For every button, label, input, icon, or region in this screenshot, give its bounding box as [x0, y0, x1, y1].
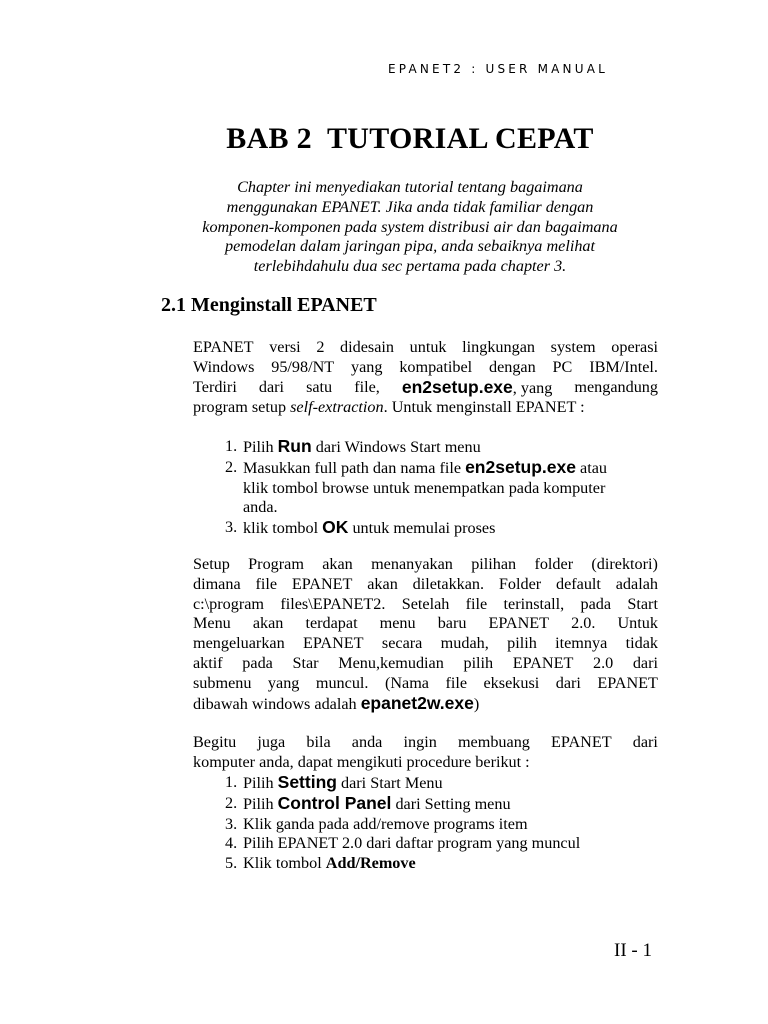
word: 2.0	[592, 653, 614, 672]
word: system	[550, 338, 596, 356]
list-item	[225, 437, 607, 458]
text-run: Masukkan full path dan nama file	[243, 458, 466, 477]
word: versi	[269, 338, 301, 356]
text-run: dari Setting menu	[391, 794, 511, 813]
intro-line: Chapter ini menyediakan tutorial tentang bagaimana	[237, 178, 583, 196]
word: submenu	[193, 673, 252, 692]
text-line	[193, 674, 658, 694]
word: dari	[258, 377, 285, 396]
word: (direktori)	[591, 555, 658, 573]
word: terdapat	[305, 614, 358, 633]
word: default	[555, 574, 601, 593]
word: EPANET	[488, 614, 550, 633]
word: untuk	[409, 338, 447, 356]
word: pada	[580, 594, 612, 613]
uninstall-steps-list	[225, 773, 580, 874]
word: file	[255, 574, 278, 593]
text-run: dibawah windows adalah	[193, 694, 361, 713]
list-number: 1.	[225, 437, 238, 455]
text-line	[193, 338, 658, 358]
list-item	[225, 834, 580, 854]
word: Folder	[498, 574, 542, 593]
text-run: Pilih EPANET 2.0 dari daftar program yang muncul	[243, 834, 581, 853]
text-run: . Untuk menginstall EPANET :	[383, 398, 585, 417]
word: Setup	[193, 555, 230, 573]
word: c:\program	[193, 594, 265, 613]
word: muncul.	[315, 673, 369, 692]
word: juga	[257, 733, 286, 751]
text-run: dari Start Menu	[336, 774, 443, 792]
text-run: program setup	[193, 398, 291, 417]
word: , yang	[512, 378, 553, 397]
text-line	[193, 634, 658, 654]
paragraph-uninstall-intro	[193, 733, 658, 773]
word: yang	[351, 357, 383, 376]
word: dari	[632, 733, 658, 751]
word: Setelah	[401, 594, 450, 613]
filename: epanet2w.exe	[360, 692, 474, 713]
word: pilih	[463, 653, 494, 672]
word: dari	[555, 673, 581, 692]
text-run: Pilih	[243, 794, 278, 813]
word: terinstall,	[503, 594, 565, 613]
list-number: 5.	[225, 854, 238, 873]
word: bila	[306, 733, 331, 751]
word: diletakkan.	[412, 574, 485, 593]
word: pilihan	[471, 555, 517, 573]
word: (Nama	[384, 673, 429, 692]
word: secara	[381, 634, 423, 653]
word: mengandung	[574, 377, 658, 396]
intro-line: komponen-komponen pada system distribusi air dan bagaimana	[202, 217, 618, 236]
text-line	[193, 378, 658, 399]
word: operasi	[611, 338, 658, 356]
italic-term: self-extraction	[290, 398, 384, 417]
word: Menu	[193, 614, 231, 633]
word: file	[465, 594, 488, 613]
word: Star	[292, 653, 319, 672]
page-number: II - 1	[614, 940, 652, 961]
list-number: 3.	[225, 814, 238, 833]
word: ingin	[403, 733, 437, 751]
text-line	[193, 398, 658, 418]
text-line	[193, 654, 658, 674]
bold-term: OK	[322, 517, 349, 538]
text-run: Klik ganda pada add/remove programs item	[243, 814, 528, 833]
word: satu	[306, 377, 333, 396]
word: itemnya	[555, 634, 608, 653]
list-number: 4.	[225, 834, 238, 853]
install-steps-list	[225, 437, 607, 539]
list-item	[225, 815, 580, 835]
text-line	[193, 595, 658, 615]
text-line	[193, 614, 658, 634]
word: file,	[354, 377, 380, 396]
list-item-continuation: klik tombol browse untuk menempatkan pada komputer	[243, 478, 606, 497]
word: yang	[267, 673, 300, 692]
word: IBM/Intel.	[589, 357, 658, 376]
filename: en2setup.exe	[465, 456, 576, 477]
chapter-title: BAB 2 TUTORIAL CEPAT	[226, 122, 594, 155]
word: file	[445, 673, 468, 692]
word: didesain	[340, 338, 394, 356]
text-line	[193, 694, 658, 715]
word: PC	[552, 357, 573, 376]
list-number: 2.	[225, 793, 238, 812]
bold-term: Add/Remove	[325, 854, 416, 873]
word: dengan	[488, 357, 536, 376]
word: akan	[322, 555, 353, 573]
list-item	[225, 854, 580, 874]
text-run: untuk memulai proses	[348, 519, 496, 538]
text-line	[193, 555, 658, 575]
word: kompatibel	[399, 357, 473, 376]
word: Terdiri	[193, 377, 237, 396]
paragraph-install-intro	[193, 338, 658, 418]
bold-term: Setting	[277, 772, 337, 792]
word: eksekusi	[483, 673, 540, 692]
word: EPANET	[303, 634, 364, 653]
text-run: )	[473, 694, 480, 713]
word: mudah,	[440, 634, 489, 653]
bold-term: Run	[277, 436, 312, 456]
word: anda	[351, 733, 383, 751]
text-run: atau	[575, 458, 607, 477]
word: menanyakan	[371, 555, 453, 573]
running-header: EPANET2 : USER MANUAL	[388, 62, 609, 76]
text-run: Pilih	[243, 774, 278, 792]
word: pada	[242, 653, 273, 672]
word: Begitu	[193, 733, 237, 751]
bold-term: Control Panel	[277, 792, 392, 813]
section-heading: 2.1 Menginstall EPANET	[161, 294, 377, 316]
word: Start	[627, 594, 658, 613]
word: 95/98/NT	[271, 357, 335, 376]
list-item	[225, 518, 607, 539]
word: akan	[367, 574, 398, 593]
word: akan	[252, 614, 284, 633]
word: pilih	[507, 634, 537, 653]
word: adalah	[615, 574, 658, 593]
text-line	[193, 358, 658, 378]
list-item-continuation: anda.	[243, 498, 278, 517]
list-item	[225, 794, 580, 815]
intro-line: terlebihdahulu dua sec pertama pada chapter 3.	[253, 257, 567, 276]
text-run: klik tombol	[243, 519, 323, 538]
word: EPANET	[597, 673, 658, 692]
word: tidak	[625, 634, 658, 653]
word: menu	[379, 614, 416, 633]
word: aktif	[193, 653, 223, 672]
list-number: 3.	[225, 518, 238, 537]
word: 2	[316, 338, 325, 356]
word: dari	[632, 653, 658, 672]
text-line	[193, 575, 658, 595]
list-number: 2.	[225, 457, 238, 476]
filename: en2setup.exe	[401, 376, 513, 397]
list-number: 1.	[225, 773, 238, 791]
text-run: Klik tombol	[243, 854, 326, 873]
list-item	[225, 458, 607, 479]
text-line: komputer anda, dapat mengikuti procedure berikut :	[193, 752, 530, 771]
word: folder	[534, 555, 574, 573]
word: EPANET	[551, 733, 612, 751]
text-run: Pilih	[243, 438, 278, 456]
text-line	[193, 733, 658, 753]
intro-line: menggunakan EPANET. Jika anda tidak familiar dengan	[226, 197, 594, 216]
text-run: dari Windows Start menu	[311, 438, 481, 456]
paragraph-setup-program	[193, 555, 658, 714]
text-run	[402, 378, 552, 399]
intro-line: pemodelan dalam jaringan pipa, anda sebaiknya melihat	[224, 237, 596, 256]
word: baru	[437, 614, 467, 633]
word: EPANET	[193, 338, 254, 356]
word: EPANET	[291, 574, 353, 593]
chapter-intro	[178, 178, 642, 277]
word: lingkungan	[462, 338, 535, 356]
word: mengeluarkan	[193, 634, 285, 653]
word: Untuk	[617, 614, 658, 633]
word: dimana	[193, 574, 241, 593]
list-item	[225, 773, 580, 794]
word: Program	[248, 555, 304, 573]
word: 2.0.	[571, 614, 596, 633]
word: EPANET	[512, 653, 574, 672]
word: Menu,kemudian	[338, 653, 444, 672]
word: membuang	[457, 733, 530, 751]
word: Windows	[193, 357, 255, 376]
word: files\EPANET2.	[280, 594, 386, 613]
